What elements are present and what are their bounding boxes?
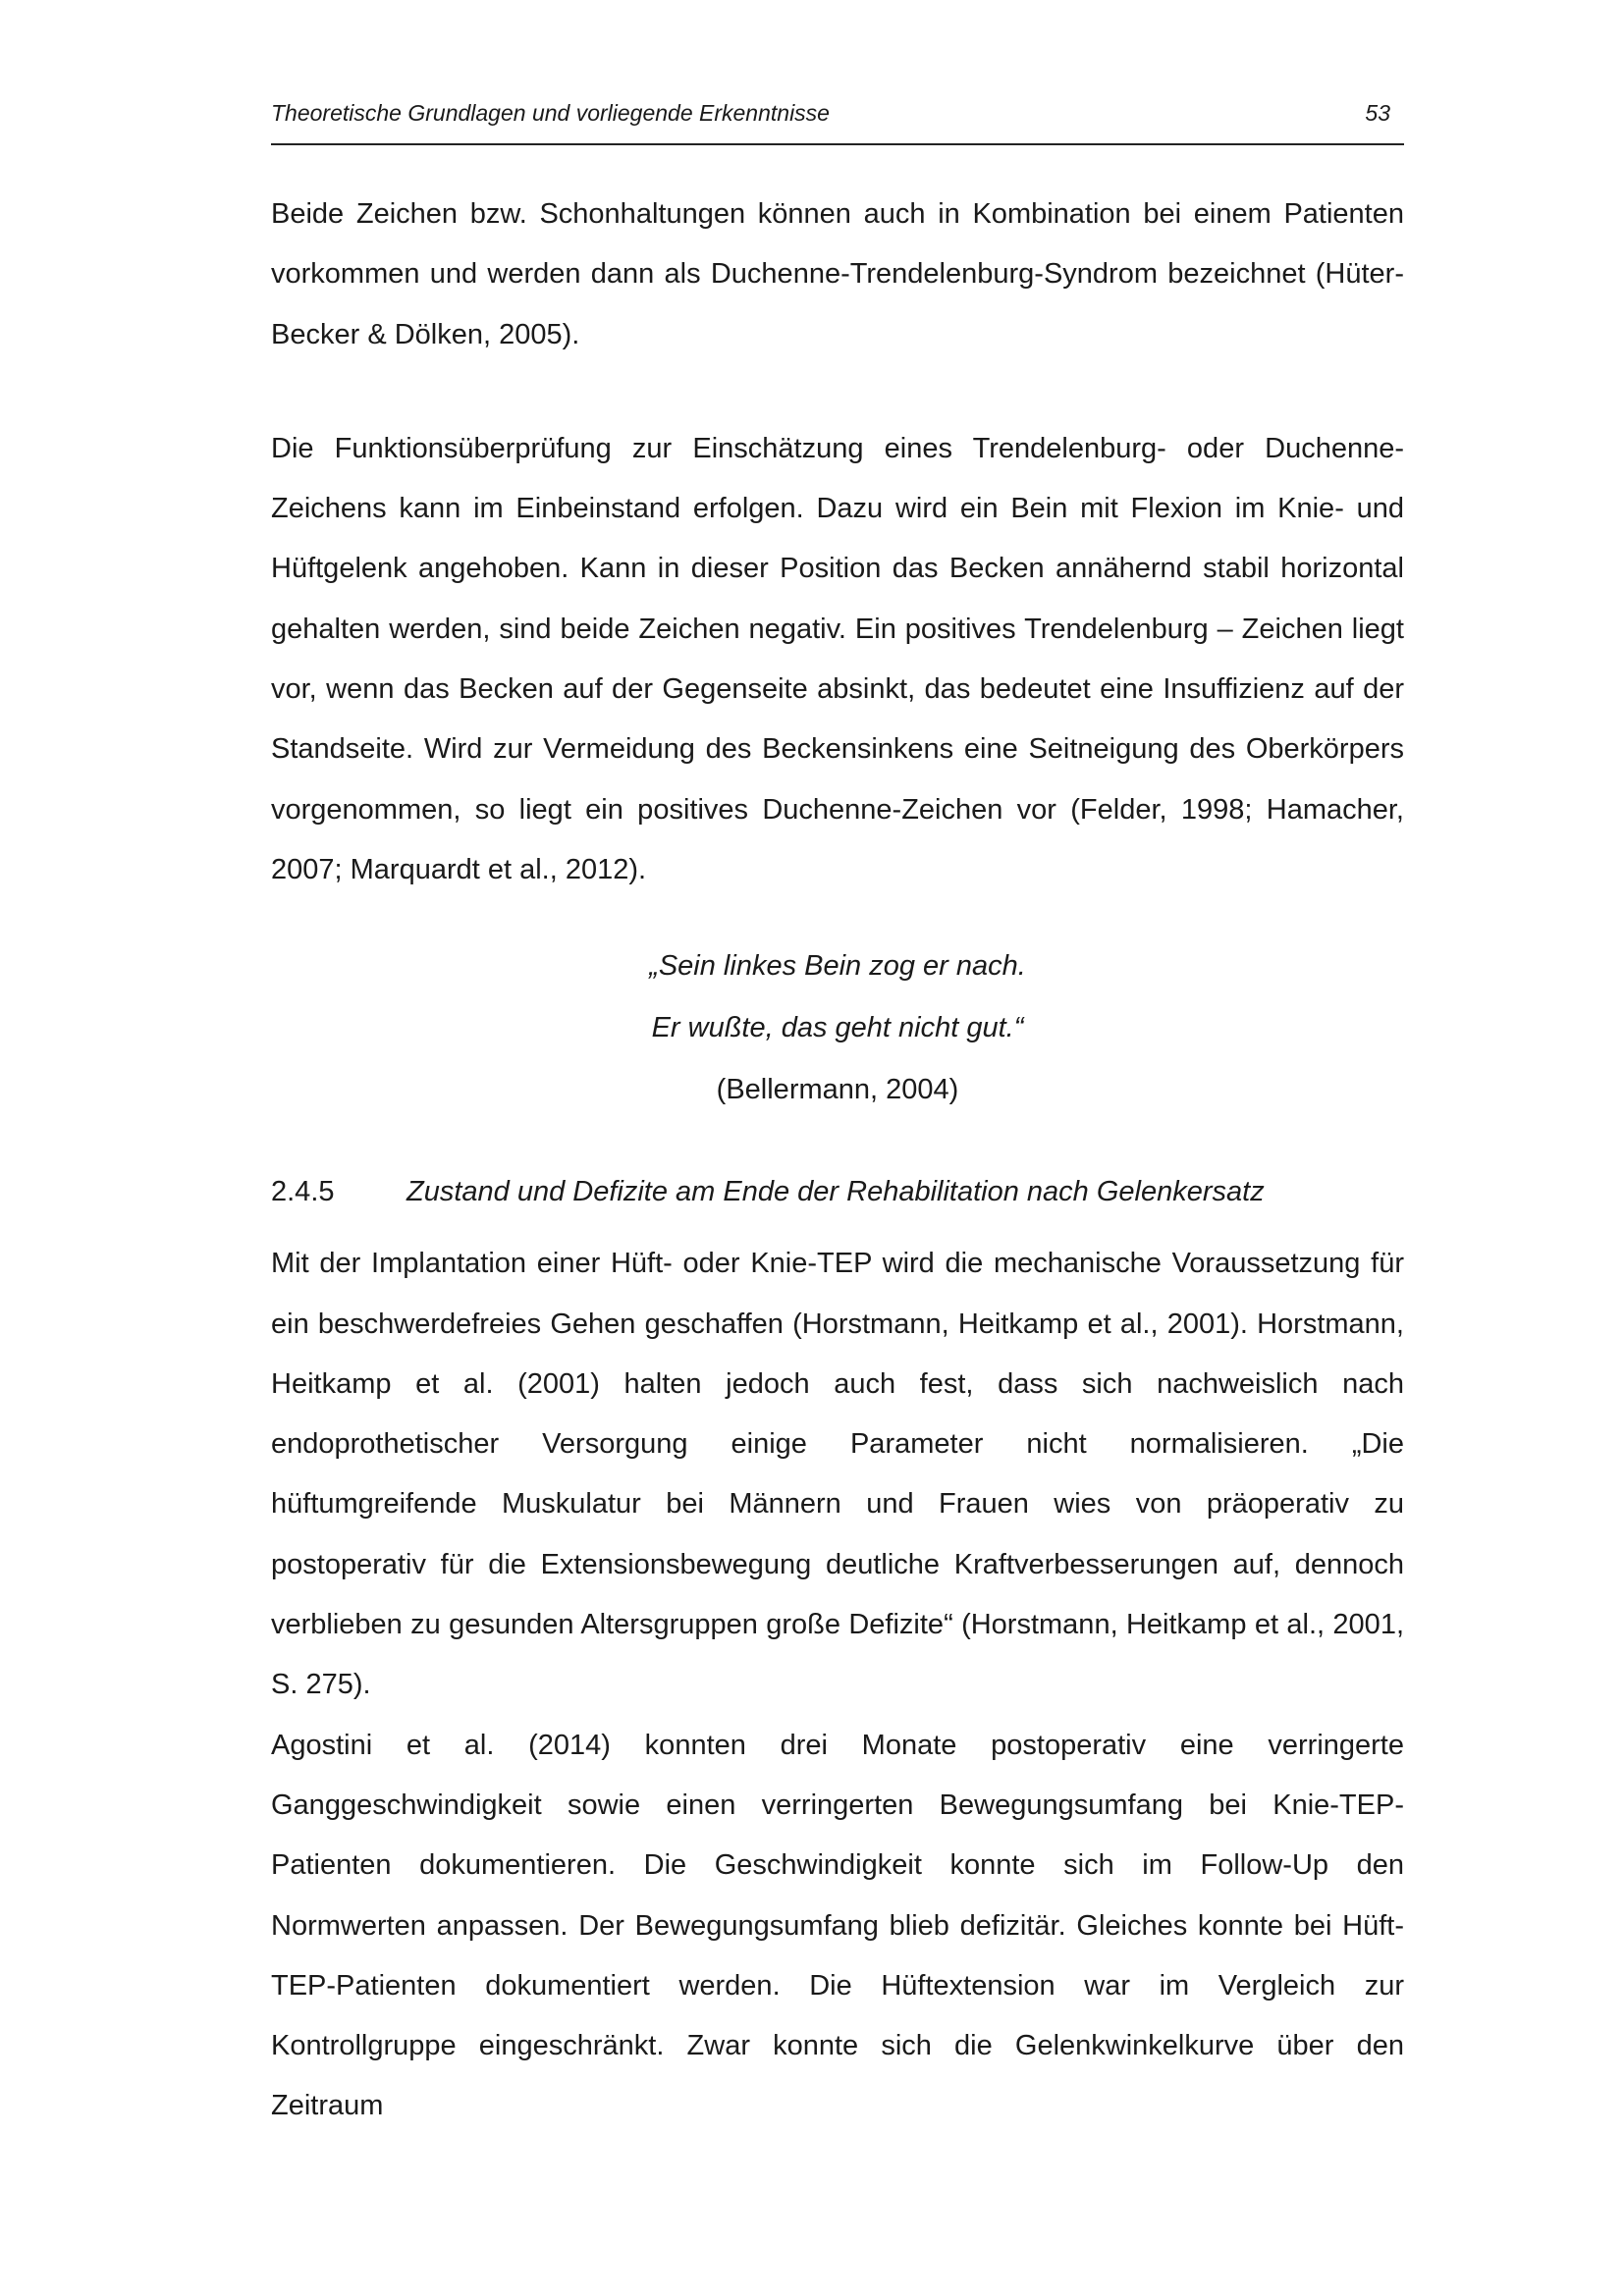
paragraph-syndrome: Beide Zeichen bzw. Schonhaltungen können auch in Kombination bei einem Patienten vorkommen und werden dann als Duchenne-Trendelenburg-Syndrom bezeichnet (Hüter-Becker & Dölken, 2005). [271, 198, 1404, 350]
section-heading [271, 1162, 1404, 1222]
paragraph-agostini: Agostini et al. (2014) konnten drei Monate postoperativ eine verringerte Ganggeschwindigkeit sowie einen verringerten Bewegungsumfang bei Knie-TEP- Patienten dokumentieren. Die Geschwindigkeit konnte sich im Follow-Up den Normwerten anpassen. Der Bewegungsumfang blieb defizitär. Gleiches konnte bei Hüft-TEP-Patienten dokumentiert werden. Die Hüftextension war im Vergleich zur Kontrollgruppe eingeschränkt. Zwar konnte sich die Gelenkwinkelkurve über den Zeitraum [271, 1729, 1404, 2122]
page-header [271, 94, 1404, 145]
section-title: Zustand und Defizite am Ende der Rehabilitation nach Gelenkersatz [406, 1176, 1265, 1208]
page-body [271, 185, 1404, 2137]
epigraph-quote [271, 935, 1404, 1121]
quote-line-2: Er wußte, das geht nicht gut.“ [651, 1012, 1024, 1044]
page-number: 53 [1365, 100, 1390, 126]
paragraph-function-test: Die Funktionsüberprüfung zur Einschätzung eines Trendelenburg- oder Duchenne-Zeichens kann im Einbeinstand erfolgen. Dazu wird ein Bein mit Flexion im Knie- und Hüftgelenk angehoben. Kann in dieser Position das Becken annähernd stabil horizontal gehalten werden, sind beide Zeichen negativ. Ein positives Trendelenburg – Zeichen liegt vor, wenn das Becken auf der Gegenseite absinkt, das bedeutet eine Insuffizienz auf der Standseite. Wird zur Vermeidung des Beckensinkens eine Seitneigung des Oberkörpers vorgenommen, so liegt ein positives Duchenne-Zeichen vor (Felder, 1998; Hamacher, 2007; Marquardt et al., 2012). [271, 432, 1404, 885]
running-title: Theoretische Grundlagen und vorliegende Erkenntnisse [271, 100, 830, 126]
quote-source: (Bellermann, 2004) [716, 1074, 959, 1106]
quote-line-1: „Sein linkes Bein zog er nach. [649, 950, 1026, 983]
section-number: 2.4.5 [271, 1176, 335, 1208]
paragraph-implantation: Mit der Implantation einer Hüft- oder Knie-TEP wird die mechanische Voraussetzung für ein beschwerdefreies Gehen geschaffen (Horstmann, Heitkamp et al., 2001). Horstmann, Heitkamp et al. (2001) halten jedoch auch fest, dass sich nachweislich nach endoprothetischer Versorgung einige Parameter nicht normalisieren. „Die hüftumgreifende Muskulatur bei Männern und Frauen wies von präoperativ zu postoperativ für die Extensionsbewegung deutliche Kraftverbesserungen auf, dennoch verblieben zu gesunden Altersgruppen große Defizite“ (Horstmann, Heitkamp et al., 2001, S. 275). [271, 1248, 1404, 1701]
